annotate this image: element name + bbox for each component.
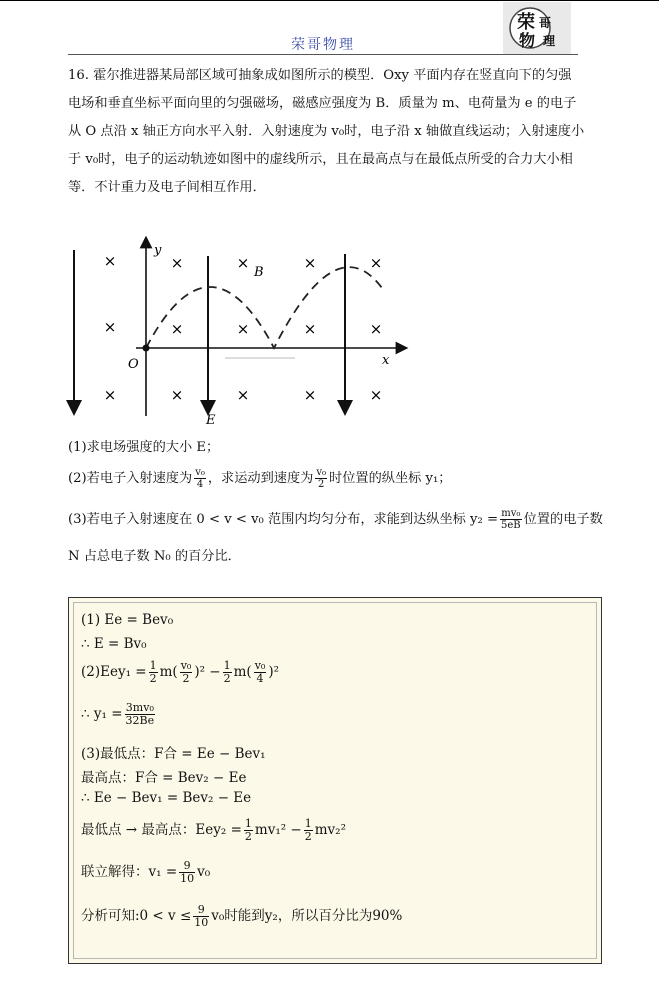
- cross-marker: ×: [170, 386, 184, 404]
- problem-line-2: 电场和垂直坐标平面向里的匀强磁场，磁感应强度为 B．质量为 m、电荷量为 e 的电子: [68, 96, 577, 111]
- q2-text-c: 时位置的纵坐标 y₁；: [329, 471, 452, 486]
- cross-marker: ×: [236, 320, 250, 338]
- frac: $\frac{\text{v₀}}{2}$: [180, 659, 192, 685]
- cross-marker: ×: [170, 320, 184, 338]
- logo-char-4: 理: [543, 34, 556, 48]
- cross-marker: ×: [236, 386, 250, 404]
- answer-line-3: (2)Eey₁ = $\frac{1}{2}$ m( $\frac{\text{v₀}}{2}$ )² − $\frac{1}{2}$ m( $\frac{\text{v₀}}{4}$ )²: [81, 659, 279, 685]
- answer-line-8: 最低点 → 最高点：Eey₂ = $\frac{1}{2}$ mv₁² − $\frac{1}{2}$ mv₂²: [81, 817, 347, 843]
- question-2: [68, 464, 451, 494]
- frac-denominator: 5eB: [501, 520, 521, 531]
- label-y: y: [154, 243, 162, 258]
- q2-text-a: (2)若电子入射速度为: [68, 471, 193, 486]
- frac-numerator: v₀: [195, 467, 205, 478]
- answer-line-5: (3)最低点：F合 = Ee − Bev₁: [81, 746, 266, 762]
- cross-marker: ×: [236, 254, 250, 272]
- field-diagram: [60, 236, 420, 426]
- brand-logo: [503, 2, 571, 54]
- header-rule: [68, 54, 578, 55]
- frac: $\frac{\text{3mv₀}}{32Be}$: [125, 701, 155, 727]
- label-b: B: [254, 265, 264, 280]
- answer-line-10: 分析可知:0 < v ≤ $\frac{9}{10}$ v₀时能到y₂，所以百分比为90%: [81, 903, 403, 929]
- answer-box: [68, 597, 602, 964]
- problem-line-4: 于 v₀时，电子的运动轨迹如图中的虚线所示，且在最高点与在最低点所受的合力大小相: [68, 152, 573, 167]
- problem-line-5: 等．不计重力及电子间相互作用．: [68, 180, 266, 195]
- problem-line-1: [68, 62, 588, 90]
- frac: $\frac{9}{10}$: [194, 903, 209, 929]
- cross-marker: ×: [369, 320, 383, 338]
- q3-text-a: (3)若电子入射速度在 0 < v < v₀ 范围内均匀分布，求能到达纵坐标 y₂ =: [68, 512, 498, 527]
- logo-char-2: 哥: [539, 16, 552, 30]
- frac: $\frac{1}{2}$: [223, 659, 231, 685]
- answer-line-1: (1) Ee = Bev₀: [81, 612, 174, 628]
- answer-line-6: 最高点：F合 = Bev₂ − Ee: [81, 770, 247, 786]
- answer-line-4: ∴ y₁ = $\frac{\text{3mv₀}}{32Be}$: [81, 701, 155, 727]
- problem-line-3: 从 O 点沿 x 轴正方向水平入射．入射速度为 v₀时，电子沿 x 轴做直线运动；入射速度小: [68, 124, 585, 139]
- cross-marker: ×: [303, 320, 317, 338]
- q3-text-b: 位置的电子数: [523, 512, 603, 527]
- logo-char-1: 荣: [517, 12, 535, 33]
- label-e: E: [206, 413, 216, 426]
- frac: $\frac{1}{2}$: [304, 817, 312, 843]
- q2-fraction-1: [194, 467, 206, 490]
- frac: $\frac{\text{v₀}}{4}$: [254, 659, 266, 685]
- question-3-line-2: N 占总电子数 N₀ 的百分比．: [68, 549, 241, 564]
- logo-char-3: 物: [519, 31, 536, 50]
- page-header: [68, 30, 578, 56]
- cross-marker: ×: [369, 386, 383, 404]
- cross-marker: ×: [303, 254, 317, 272]
- q2-text-b: ，求运动到速度为: [207, 471, 314, 486]
- frac: $\frac{1}{2}$: [244, 817, 252, 843]
- problem-text: 霍尔推进器某局部区域可抽象成如图所示的模型．Oxy 平面内存在竖直向下的匀强: [93, 68, 572, 83]
- cross-marker: ×: [103, 386, 117, 404]
- cross-marker: ×: [103, 318, 117, 336]
- q2-fraction-2: [315, 467, 327, 490]
- question-1: (1)求电场强度的大小 E；: [68, 440, 220, 455]
- frac-numerator: mv₀: [501, 508, 521, 519]
- answer-line-9: 联立解得：v₁ = $\frac{9}{10}$ v₀: [81, 859, 211, 885]
- answer-line-2: ∴ E = Bv₀: [81, 636, 147, 652]
- cross-marker: ×: [303, 386, 317, 404]
- q3-fraction: [500, 508, 522, 531]
- cross-marker: ×: [170, 254, 184, 272]
- logo-badge-icon: [503, 2, 571, 54]
- question-3: [68, 505, 603, 535]
- header-title: 荣哥物理: [291, 37, 355, 53]
- frac: $\frac{1}{2}$: [149, 659, 157, 685]
- cross-marker: ×: [103, 252, 117, 270]
- label-o: O: [128, 357, 139, 372]
- frac-denominator: 4: [196, 479, 204, 490]
- frac-numerator: v₀: [316, 467, 327, 478]
- cross-marker: ×: [369, 254, 383, 272]
- origin-point: [143, 345, 150, 352]
- frac: $\frac{9}{10}$: [180, 859, 195, 885]
- problem-statement: [68, 62, 588, 202]
- answer-line-7: ∴ Ee − Bev₁ = Bev₂ − Ee: [81, 790, 252, 806]
- problem-number: 16.: [68, 68, 89, 83]
- page-top-rule: [0, 0, 659, 1]
- label-x: x: [382, 353, 390, 368]
- frac-denominator: 2: [318, 479, 325, 490]
